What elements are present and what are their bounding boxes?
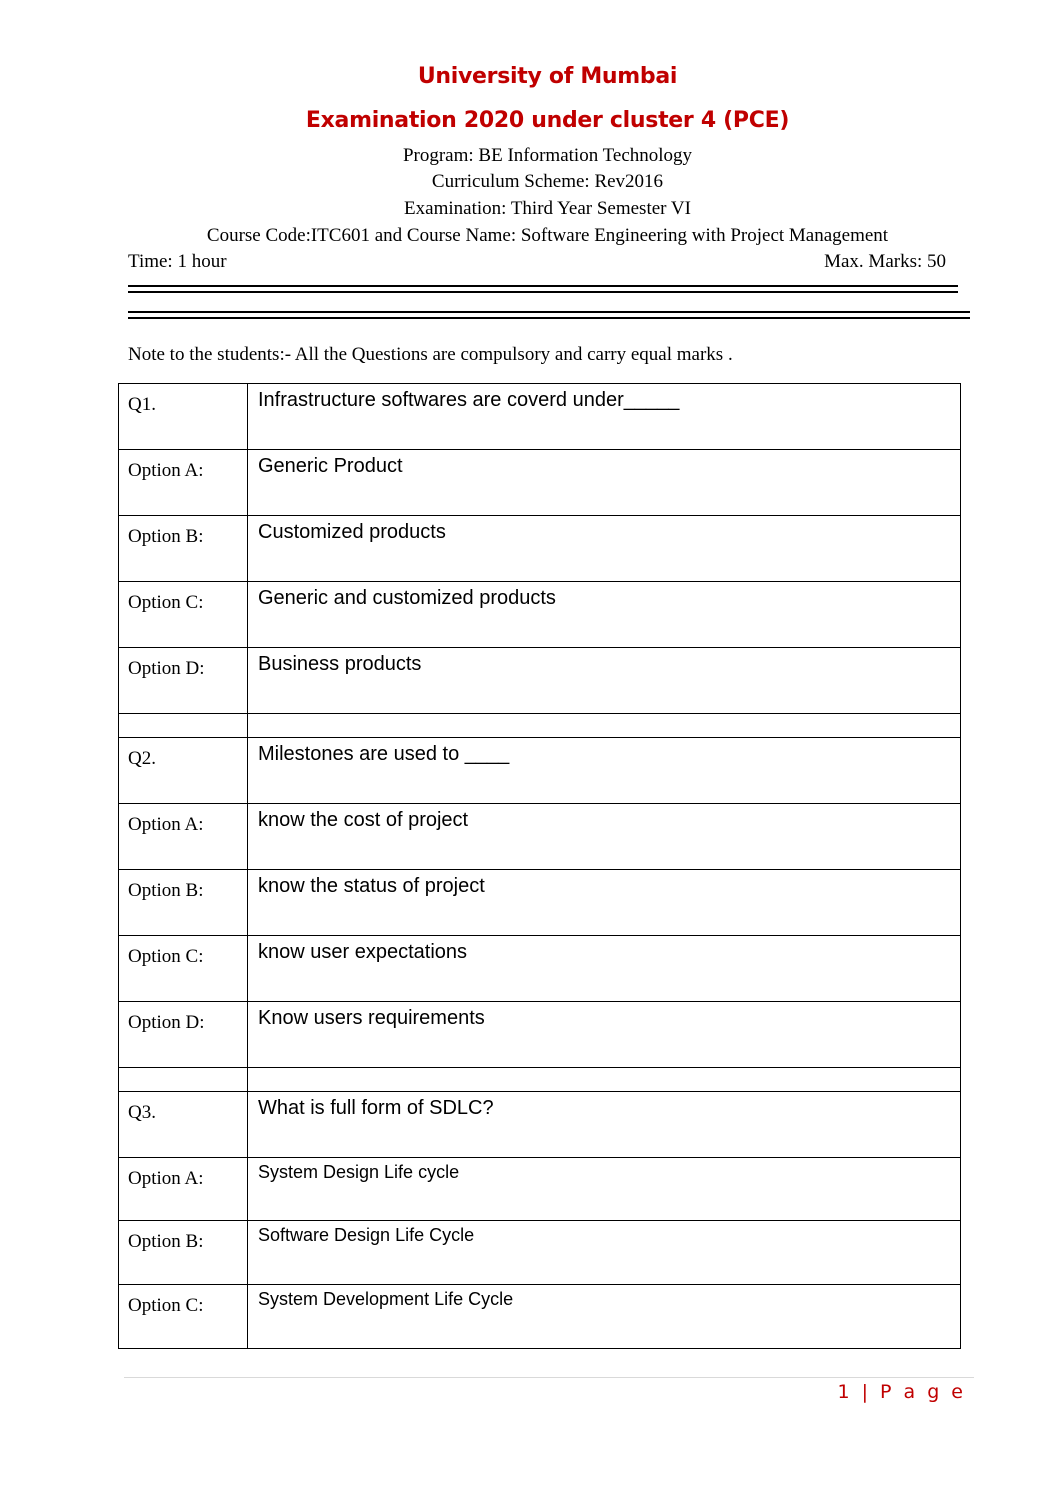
- questions-table: [118, 383, 961, 1349]
- option-label: Option B:: [119, 870, 248, 936]
- course-line: Course Code:ITC601 and Course Name: Software Engineering with Project Management: [206, 225, 889, 246]
- option-label: Option D:: [119, 648, 248, 714]
- option-label: Option B:: [119, 1221, 248, 1285]
- option-text: Business products: [248, 648, 961, 714]
- question-label: Q2.: [119, 738, 248, 804]
- scheme-line: Curriculum Scheme: Rev2016: [431, 171, 664, 192]
- examination-line: Examination: Third Year Semester VI: [404, 198, 691, 219]
- option-label: Option A:: [119, 804, 248, 870]
- option-label: Option B:: [119, 516, 248, 582]
- option-row: [119, 1002, 961, 1068]
- option-row: [119, 582, 961, 648]
- option-row: [119, 1285, 961, 1349]
- question-text: Milestones are used to ____: [248, 738, 961, 804]
- option-row: [119, 870, 961, 936]
- page-number: 1 | P a g e: [837, 1381, 966, 1403]
- option-row: [119, 1221, 961, 1285]
- student-note: Note to the students:- All the Questions are compulsory and carry equal marks .: [128, 344, 733, 365]
- option-label: Option D:: [119, 1002, 248, 1068]
- option-text: know the status of project: [248, 870, 961, 936]
- time-label: Time: 1 hour: [128, 251, 227, 272]
- option-label: Option C:: [119, 582, 248, 648]
- spacer-row: [119, 714, 961, 738]
- option-text: System Development Life Cycle: [248, 1285, 961, 1349]
- program-line: Program: BE Information Technology: [402, 145, 693, 166]
- university-title: University of Mumbai: [417, 64, 678, 89]
- option-label: Option A:: [119, 450, 248, 516]
- question-row: [119, 1092, 961, 1158]
- exam-title: Examination 2020 under cluster 4 (PCE): [305, 108, 790, 133]
- question-label: Q1.: [119, 384, 248, 450]
- spacer-row: [119, 1068, 961, 1092]
- option-text: Know users requirements: [248, 1002, 961, 1068]
- option-label: Option A:: [119, 1158, 248, 1221]
- question-text: What is full form of SDLC?: [248, 1092, 961, 1158]
- option-text: System Design Life cycle: [248, 1158, 961, 1221]
- question-row: [119, 384, 961, 450]
- option-row: [119, 804, 961, 870]
- option-text: Generic and customized products: [248, 582, 961, 648]
- option-text: Software Design Life Cycle: [248, 1221, 961, 1285]
- option-text: Customized products: [248, 516, 961, 582]
- option-label: Option C:: [119, 1285, 248, 1349]
- footer-divider: [124, 1377, 974, 1378]
- option-row: [119, 516, 961, 582]
- option-text: know user expectations: [248, 936, 961, 1002]
- option-row: [119, 648, 961, 714]
- question-label: Q3.: [119, 1092, 248, 1158]
- option-text: Generic Product: [248, 450, 961, 516]
- option-label: Option C:: [119, 936, 248, 1002]
- option-row: [119, 936, 961, 1002]
- option-text: know the cost of project: [248, 804, 961, 870]
- question-row: [119, 738, 961, 804]
- option-row: [119, 1158, 961, 1221]
- max-marks-label: Max. Marks: 50: [824, 251, 946, 272]
- question-text: Infrastructure softwares are coverd under_____: [248, 384, 961, 450]
- option-row: [119, 450, 961, 516]
